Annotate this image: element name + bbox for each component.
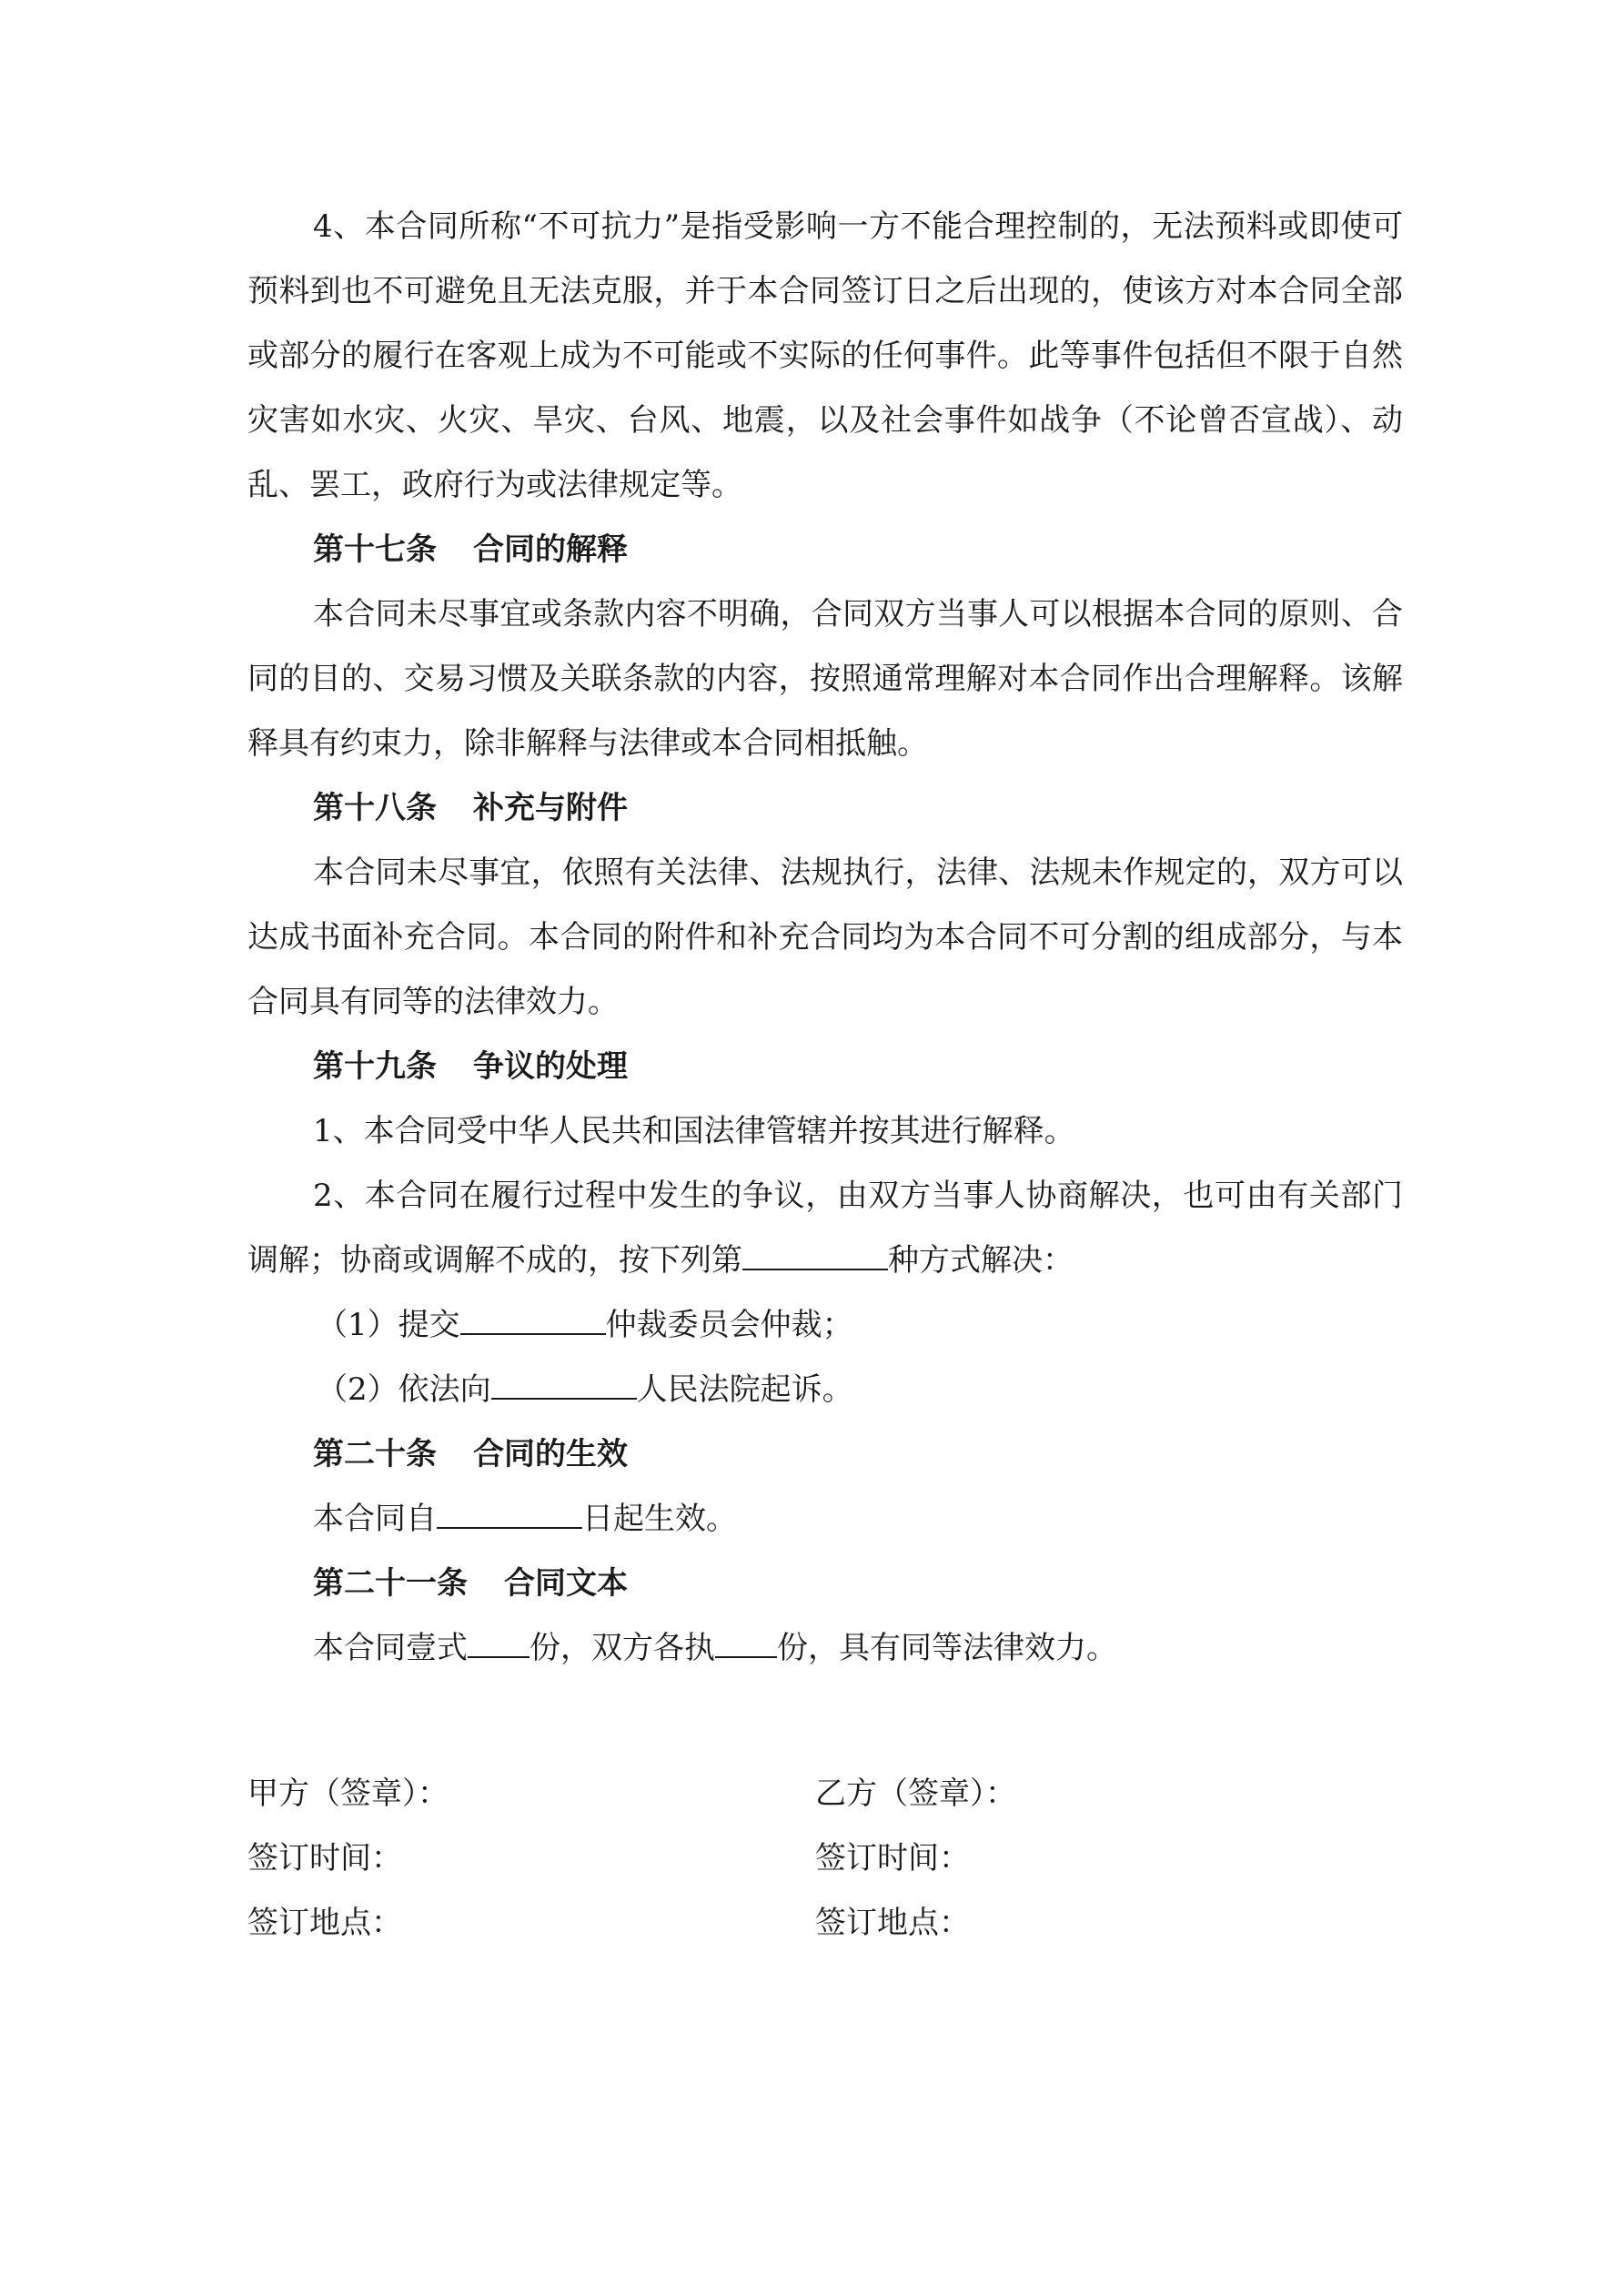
force-majeure-paragraph: 4、本合同所称“不可抗力”是指受影响一方不能合理控制的，无法预料或即使可预料到也不可避免且无法克服，并于本合同签订日之后出现的，使该方对本合同全部或部分的履行在客观上成为不可能或不实际的任何事件。此等事件包括但不限于自然灾害如水灾、火灾、旱灾、台风、地震，以及社会事件如战争（不论曾否宣战）、动乱、罢工，政府行为或法律规定等。 [247, 208, 1403, 503]
article-20-title: 合同的生效 [473, 1436, 628, 1472]
signature-row-seal [247, 1762, 1403, 1826]
copies-total-blank[interactable] [468, 1629, 530, 1658]
option-2-text-b: 人民法院起诉。 [636, 1371, 853, 1408]
option-2-text-a: （2）依法向 [317, 1371, 491, 1408]
article-20-body [247, 1487, 1403, 1552]
article-17-number: 第十七条 [313, 531, 437, 568]
option-1-text-a: （1）提交 [317, 1307, 460, 1343]
article-18-heading [247, 776, 1403, 841]
article-19-item-2 [247, 1164, 1403, 1293]
party-a-time-label: 签订时间： [247, 1840, 402, 1876]
article-21-heading [247, 1552, 1403, 1616]
signature-row-time [247, 1826, 1403, 1891]
article-18-title: 补充与附件 [473, 790, 628, 826]
article-20-heading [247, 1422, 1403, 1487]
article-19-item-1: 1、本合同受中华人民共和国法律管辖并按其进行解释。 [313, 1113, 1075, 1149]
article-17-body: 本合同未尽事宜或条款内容不明确，合同双方当事人可以根据本合同的原则、合同的目的、交易习惯及关联条款的内容，按照通常理解对本合同作出合理解释。该解释具有约束力，除非解释与法律或本合同相抵触。 [247, 596, 1403, 762]
article-21-text-a: 本合同壹式 [313, 1630, 468, 1666]
article-21-text-c: 份，具有同等法律效力。 [777, 1630, 1117, 1666]
court-blank[interactable] [491, 1371, 637, 1400]
article-19-option-2 [247, 1358, 1403, 1422]
option-1-text-b: 仲裁委员会仲裁； [605, 1307, 853, 1343]
article-17-title: 合同的解释 [473, 531, 628, 568]
party-b-place-label: 签订地点： [815, 1905, 970, 1941]
article-17-heading [247, 518, 1403, 582]
effective-date-blank[interactable] [437, 1500, 582, 1529]
article-20-text-b: 日起生效。 [582, 1501, 737, 1537]
article-19-title: 争议的处理 [473, 1048, 628, 1085]
party-a-seal-label: 甲方（签章）： [247, 1775, 449, 1812]
article-20-number: 第二十条 [313, 1436, 437, 1472]
party-b-time-label: 签订时间： [815, 1840, 970, 1876]
article-19-number: 第十九条 [313, 1048, 437, 1085]
article-18-number: 第十八条 [313, 790, 437, 826]
article-21-number: 第二十一条 [313, 1565, 468, 1602]
arbitration-commission-blank[interactable] [460, 1306, 606, 1335]
article-19-option-1 [247, 1293, 1403, 1358]
article-19-item-2-text-b: 种方式解决： [888, 1242, 1074, 1279]
contract-body [247, 195, 1403, 1681]
party-a-place-label: 签订地点： [247, 1905, 402, 1941]
article-18-body: 本合同未尽事宜，依照有关法律、法规执行，法律、法规未作规定的，双方可以达成书面补充合同。本合同的附件和补充合同均为本合同不可分割的组成部分，与本合同具有同等的法律效力。 [247, 855, 1403, 1020]
article-19-heading [247, 1035, 1403, 1099]
copies-each-blank[interactable] [715, 1629, 777, 1658]
article-19-item-2-text-a: 2、本合同在履行过程中发生的争议，由双方当事人协商解决，也可由有关部门调解；协商或调解不成的，按下列第 [247, 1178, 1403, 1279]
article-21-title: 合同文本 [504, 1565, 628, 1602]
signature-block [247, 1762, 1403, 1956]
article-21-body [247, 1616, 1403, 1681]
dispute-method-blank[interactable] [742, 1241, 888, 1270]
article-21-text-b: 份，双方各执 [530, 1630, 715, 1666]
article-20-text-a: 本合同自 [313, 1501, 437, 1537]
party-b-seal-label: 乙方（签章）： [815, 1775, 1016, 1812]
signature-row-place [247, 1891, 1403, 1956]
